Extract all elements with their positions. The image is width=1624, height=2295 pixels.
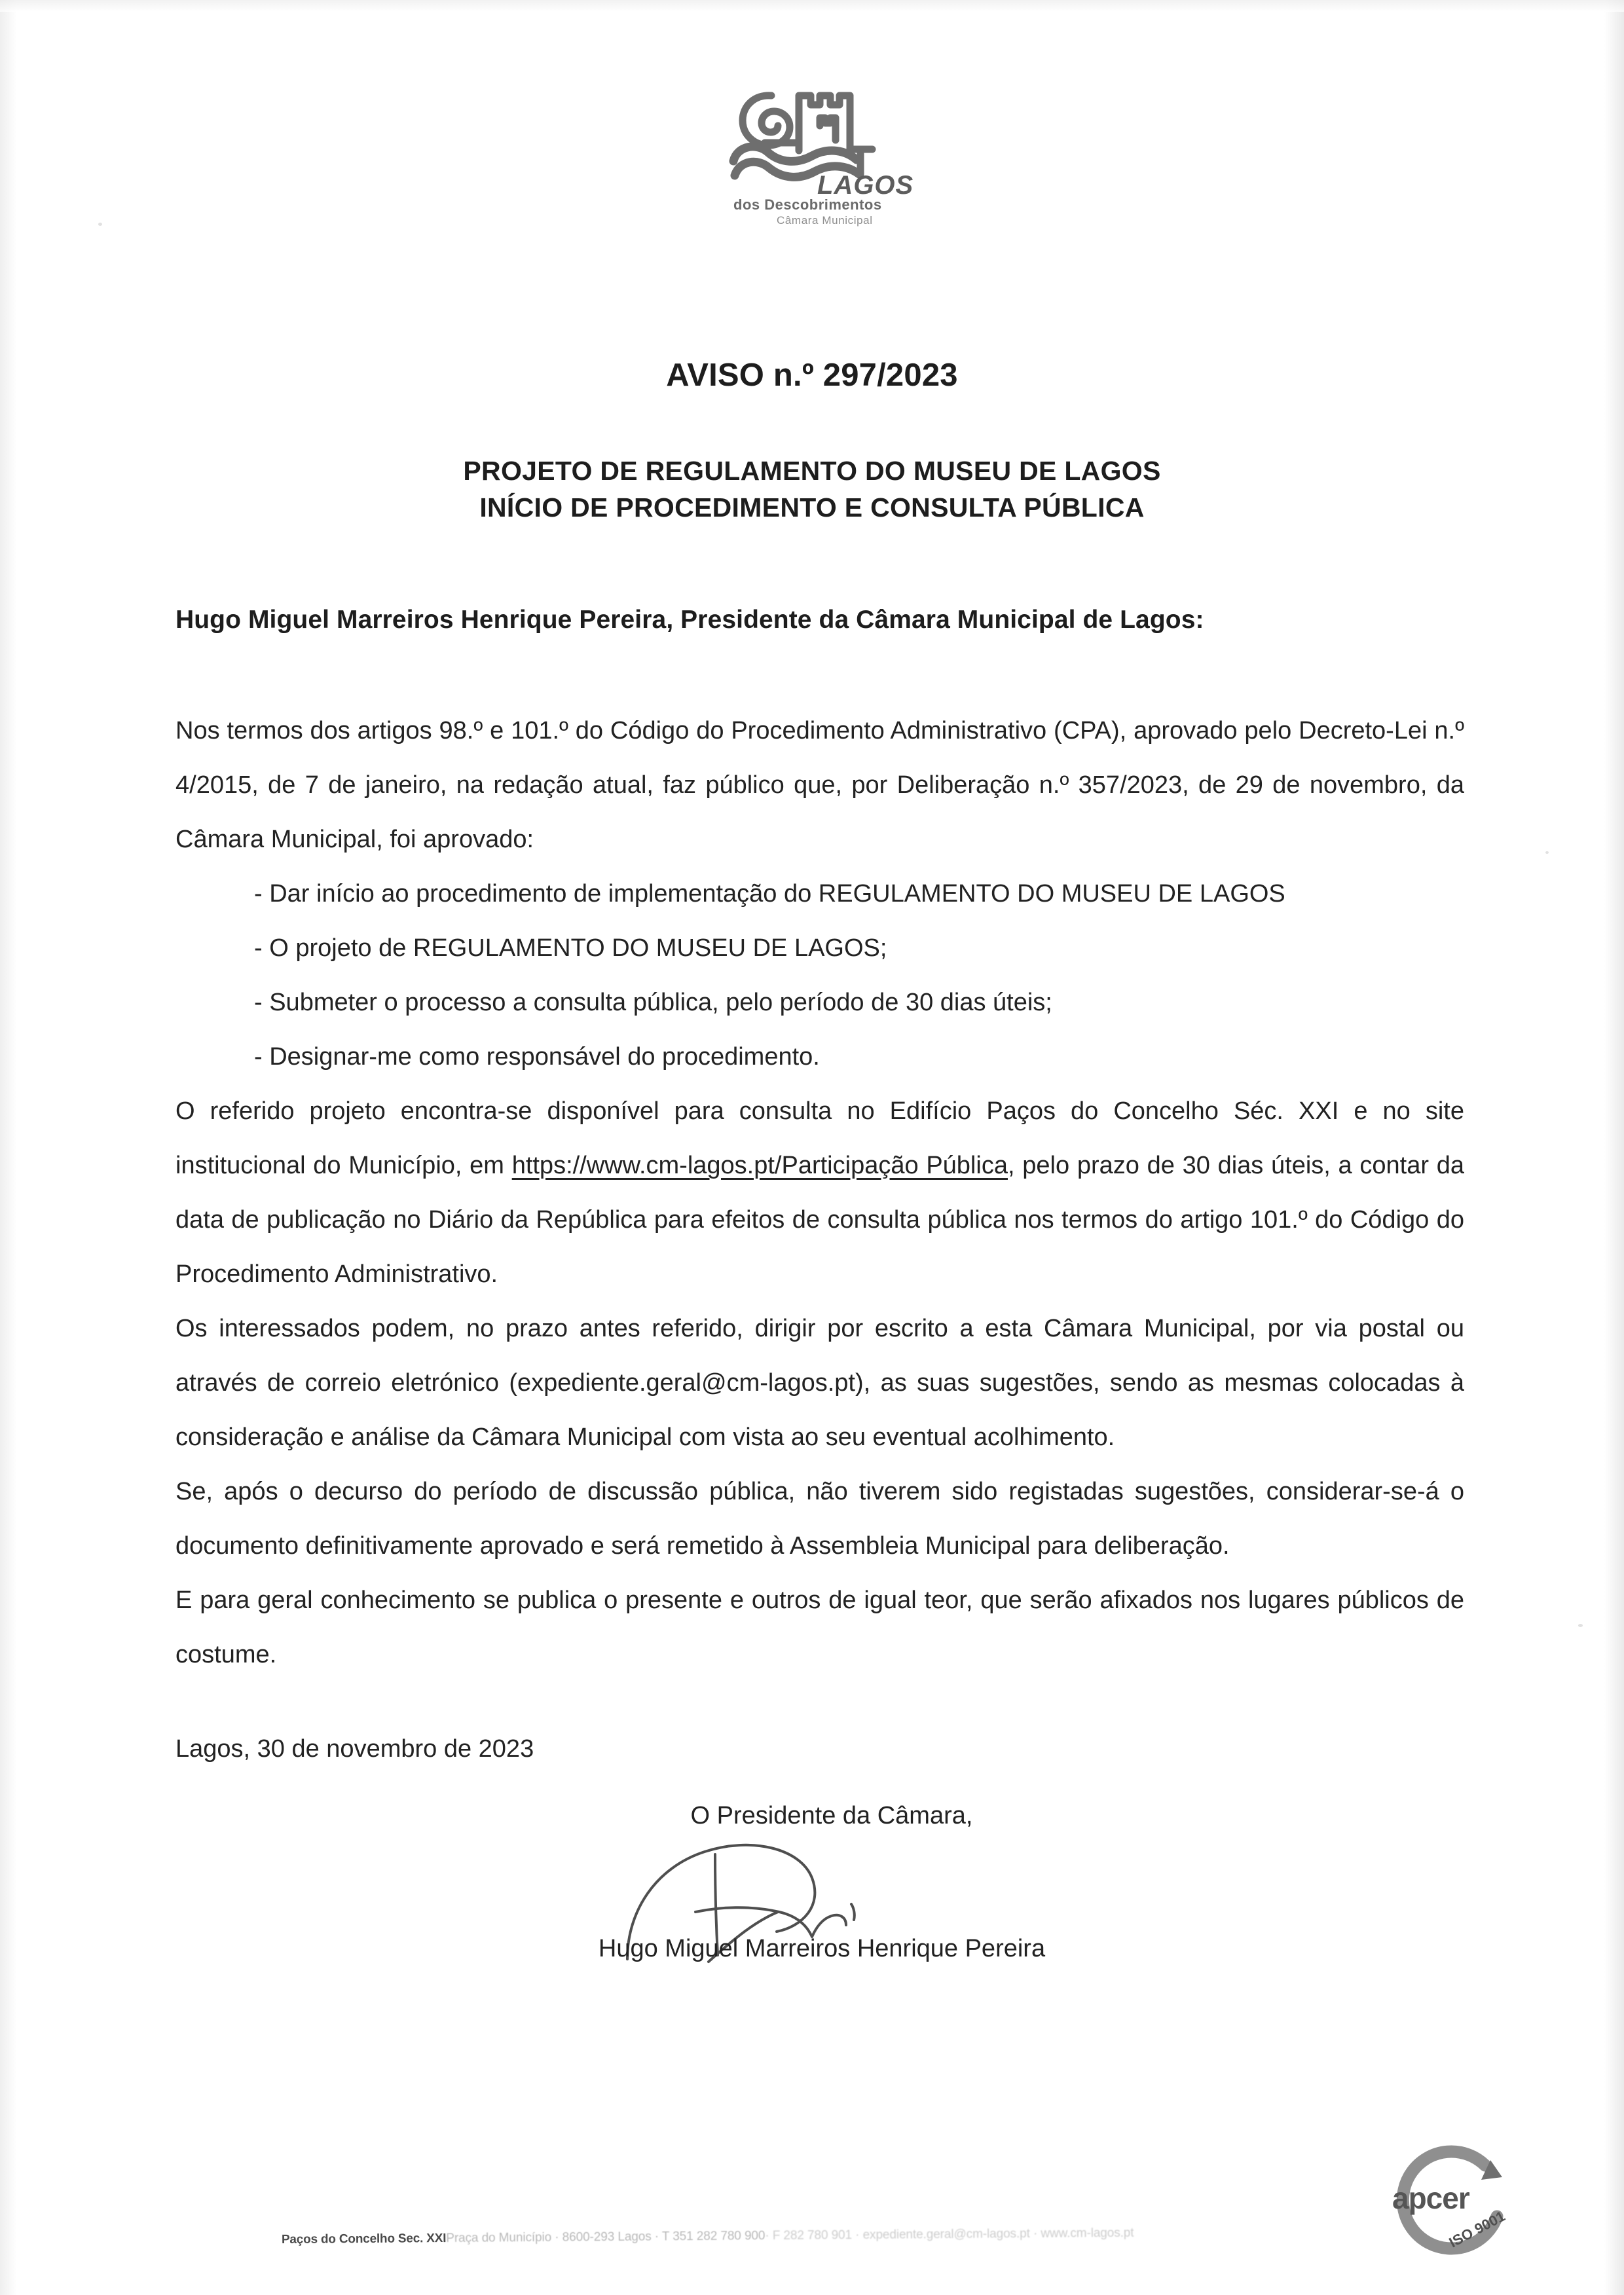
document-body bbox=[175, 704, 1464, 1682]
addressee-line: Hugo Miguel Marreiros Henrique Pereira, Presidente da Câmara Municipal de Lagos: bbox=[175, 606, 1204, 634]
subtitle-line-2: INÍCIO DE PROCEDIMENTO E CONSULTA PÚBLICA bbox=[479, 492, 1145, 523]
svg-text:Câmara Municipal: Câmara Municipal bbox=[777, 214, 873, 227]
approved-items-list bbox=[175, 867, 1464, 1084]
list-item: - Dar início ao procedimento de implementação do REGULAMENTO DO MUSEU DE LAGOS bbox=[254, 880, 1285, 908]
footer-address-faded-1: Praça do Município · 8600-293 Lagos · T 351 282 780 900 bbox=[446, 2229, 766, 2246]
list-item: - O projeto de REGULAMENTO DO MUSEU DE LAGOS; bbox=[254, 934, 887, 962]
paragraph-2-text-after-link: , pelo prazo de 30 dias úteis, a contar da data de publicação no Diário da República para efeitos de consulta pública nos termos do artigo 101.º do Código do Procedimento Administrativo. bbox=[175, 1152, 1465, 1288]
paragraph-4: Se, após o decurso do período de discussão pública, não tiverem sido registadas sugestões, considerar-se-á o documento definitivamente aprovado e será remetido à Assembleia Municipal para deliberação. bbox=[175, 1478, 1464, 1560]
subtitle-block bbox=[0, 453, 1624, 526]
signature-title: O Presidente da Câmara, bbox=[690, 1802, 973, 1829]
page-footer bbox=[282, 2224, 1434, 2262]
scan-speck bbox=[1545, 851, 1549, 854]
page-title: AVISO n.º 297/2023 bbox=[666, 358, 958, 393]
paragraph-5: E para geral conhecimento se publica o presente e outros de igual teor, que serão afixados nos lugares públicos de costume. bbox=[175, 1587, 1464, 1668]
footer-address-faded-2: · F 282 780 901 · expediente.geral@cm-lagos.pt · www.cm-lagos.pt bbox=[765, 2226, 1134, 2243]
date-line: Lagos, 30 de novembro de 2023 bbox=[175, 1735, 534, 1763]
scan-speck bbox=[98, 223, 102, 226]
svg-text:dos Descobrimentos: dos Descobrimentos bbox=[733, 196, 882, 213]
paragraph-2-text-before-link: O referido projeto encontra-se disponível para consulta no Edifício Paços do Concelho Séc. XXI e no site institucional do Município, em bbox=[175, 1097, 1464, 1179]
svg-text:ISO 9001: ISO 9001 bbox=[1446, 2207, 1508, 2251]
svg-text:LAGOS: LAGOS bbox=[817, 171, 914, 200]
paragraph-3: Os interessados podem, no prazo antes referido, dirigir por escrito a esta Câmara Municipal, por via postal ou através de correio eletrónico (expediente.geral@cm-lagos.pt), as suas sugestões, sendo as mesmas colocadas à consideração e análise da Câmara Municipal com vista ao seu eventual acolhimento. bbox=[175, 1315, 1464, 1451]
scan-speck bbox=[1578, 1624, 1583, 1627]
participacao-publica-link[interactable]: https://www.cm-lagos.pt/Participação Pública bbox=[511, 1152, 1008, 1179]
list-item: - Designar-me como responsável do procedimento. bbox=[254, 1043, 820, 1071]
signatory-name: Hugo Miguel Marreiros Henrique Pereira bbox=[598, 1935, 1046, 1962]
paragraph-1: Nos termos dos artigos 98.º e 101.º do Código do Procedimento Administrativo (CPA), aprovado pelo Decreto-Lei n.º 4/2015, de 7 de janeiro, na redação atual, faz público que, por Deliberação n.º 357/2023, de 29 de novembro, da Câmara Municipal, foi aprovado: bbox=[175, 717, 1464, 853]
svg-text:apcer: apcer bbox=[1392, 2181, 1469, 2215]
scan-edge-top bbox=[0, 0, 1624, 12]
lagos-municipality-logo bbox=[720, 77, 930, 228]
subtitle-line-1: PROJETO DE REGULAMENTO DO MUSEU DE LAGOS bbox=[463, 456, 1161, 486]
footer-address-primary: Paços do Concelho Sec. XXI bbox=[281, 2231, 447, 2247]
list-item: - Submeter o processo a consulta pública, pelo período de 30 dias úteis; bbox=[254, 989, 1052, 1016]
paragraph-2 bbox=[175, 1084, 1464, 1302]
